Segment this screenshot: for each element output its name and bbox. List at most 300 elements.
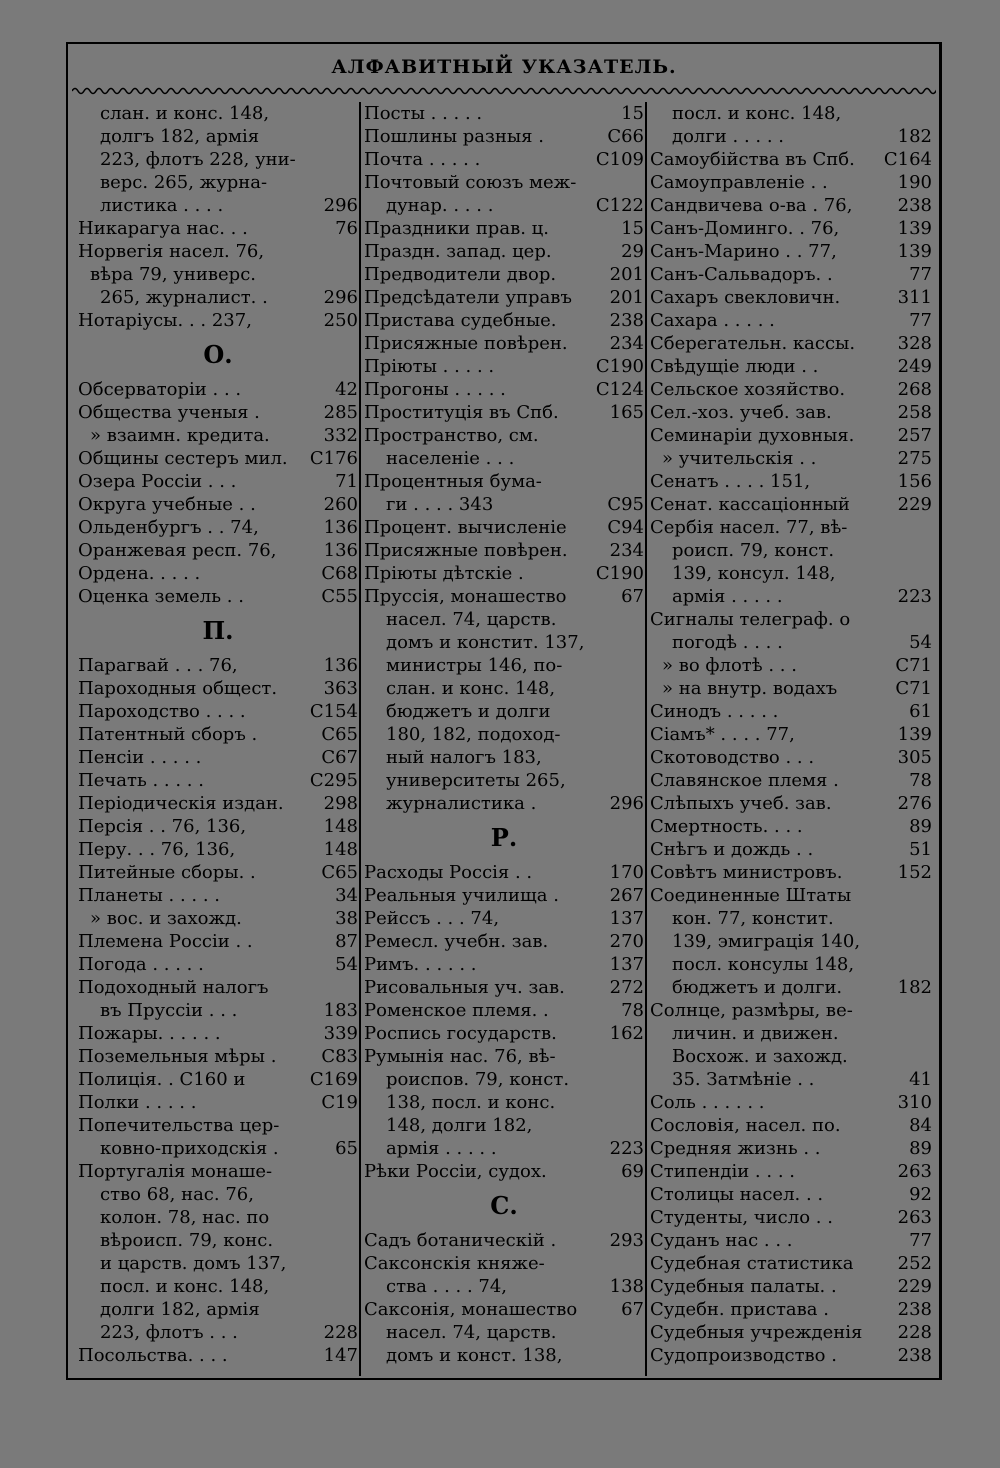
index-entry: [650, 1321, 932, 1344]
entry-page: 332: [323, 425, 358, 446]
entry-page: [928, 1022, 932, 1045]
entry-page: 296: [323, 195, 358, 216]
index-entry: [364, 1275, 644, 1298]
entry-text: Процентныя бума-: [364, 471, 542, 492]
index-entry: [78, 424, 358, 447]
entry-page: С164: [883, 149, 932, 170]
entry-text: » учительскія . .: [662, 448, 817, 469]
entry-page: 268: [897, 379, 932, 400]
index-entry: [650, 1298, 932, 1321]
index-entry: [364, 930, 644, 953]
index-entry: [78, 1022, 358, 1045]
index-entry: [650, 378, 932, 401]
index-entry: [78, 884, 358, 907]
entry-page: С19: [321, 1092, 358, 1113]
entry-page: 69: [621, 1161, 644, 1182]
index-entry: [78, 1183, 358, 1206]
index-entry: [78, 171, 358, 194]
entry-text: Ордена. . . . .: [78, 563, 201, 584]
entry-text: ный налогъ 183,: [386, 747, 542, 768]
entry-text: погодѣ . . . .: [672, 632, 783, 653]
index-entry: [78, 1275, 358, 1298]
entry-page: 229: [897, 1276, 932, 1297]
entry-text: 139, эмиграція 140,: [672, 931, 861, 952]
entry-text: Столицы насел. . .: [650, 1184, 824, 1205]
entry-page: С124: [595, 379, 644, 400]
index-entry: [78, 516, 358, 539]
index-entry: [650, 493, 932, 516]
entry-page: 272: [609, 977, 644, 998]
index-entry: [650, 746, 932, 769]
index-entry: [364, 493, 644, 516]
index-entry: [650, 470, 932, 493]
index-entry: [78, 309, 358, 332]
entry-page: 34: [335, 885, 358, 906]
entry-page: 234: [609, 333, 644, 354]
index-entry: [78, 286, 358, 309]
entry-text: Санъ-Марино . . 77,: [650, 241, 837, 262]
entry-page: [928, 608, 932, 631]
entry-page: 228: [897, 1322, 932, 1343]
entry-page: [354, 1252, 358, 1275]
entry-text: Попечительства цер-: [78, 1115, 280, 1136]
entry-page: [354, 263, 358, 286]
index-entry: [78, 1252, 358, 1275]
entry-page: 89: [909, 1138, 932, 1159]
entry-page: [640, 1114, 644, 1137]
entry-text: Питейные сборы. .: [78, 862, 256, 883]
entry-page: 223: [609, 1138, 644, 1159]
entry-text: Пенсіи . . . . .: [78, 747, 202, 768]
entry-text: верс. 265, журна-: [100, 172, 268, 193]
entry-page: [354, 1275, 358, 1298]
entry-page: С65: [321, 724, 358, 745]
entry-page: 67: [621, 586, 644, 607]
index-entry: [364, 608, 644, 631]
index-entry: [78, 1045, 358, 1068]
entry-page: С169: [309, 1069, 358, 1090]
index-entry: [650, 884, 932, 907]
index-entry: [364, 194, 644, 217]
index-entry: [364, 654, 644, 677]
entry-page: 77: [909, 1230, 932, 1251]
entry-page: [640, 631, 644, 654]
entry-text: посл. и конс. 148,: [672, 103, 842, 124]
index-entry: [78, 654, 358, 677]
index-entry: [650, 1137, 932, 1160]
entry-text: Солнце, размѣры, ве-: [650, 1000, 853, 1021]
entry-page: 137: [609, 908, 644, 929]
entry-text: Почтовый союзъ меж-: [364, 172, 577, 193]
entry-page: С67: [321, 747, 358, 768]
index-entry: [650, 930, 932, 953]
entry-text: Португалія монаше-: [78, 1161, 273, 1182]
entry-text: ковно-приходскія .: [100, 1138, 279, 1159]
entry-page: С71: [895, 678, 932, 699]
entry-text: Подоходный налогъ: [78, 977, 269, 998]
entry-text: и царств. домъ 137,: [100, 1253, 287, 1274]
entry-text: Соль . . . . . .: [650, 1092, 765, 1113]
entry-text: Посольства. . . .: [78, 1345, 228, 1366]
entry-page: С109: [595, 149, 644, 170]
entry-page: 263: [897, 1207, 932, 1228]
entry-text: Поземельныя мѣры .: [78, 1046, 277, 1067]
entry-page: 165: [609, 402, 644, 423]
entry-page: 15: [621, 218, 644, 239]
index-entry: [650, 608, 932, 631]
entry-text: 139, консул. 148,: [672, 563, 836, 584]
index-entry: [650, 1206, 932, 1229]
index-entry: [78, 769, 358, 792]
index-entry: [364, 125, 644, 148]
entry-text: Пожары. . . . . .: [78, 1023, 221, 1044]
index-entry: [364, 447, 644, 470]
entry-text: Прогоны . . . . .: [364, 379, 506, 400]
entry-page: 136: [323, 655, 358, 676]
entry-page: [928, 953, 932, 976]
index-entry: [650, 309, 932, 332]
entry-text: Сенатъ . . . . 151,: [650, 471, 811, 492]
index-entry: [364, 769, 644, 792]
entry-page: 228: [323, 1322, 358, 1343]
index-entry: [78, 102, 358, 125]
entry-page: 77: [909, 310, 932, 331]
index-entry: [650, 1344, 932, 1367]
entry-page: [928, 907, 932, 930]
index-entry: [364, 1045, 644, 1068]
entry-page: [640, 470, 644, 493]
index-entry: [78, 240, 358, 263]
entry-page: 61: [909, 701, 932, 722]
entry-page: 201: [609, 264, 644, 285]
entry-page: 136: [323, 517, 358, 538]
entry-page: 147: [323, 1345, 358, 1366]
index-entry: [364, 539, 644, 562]
index-entry: [364, 171, 644, 194]
entry-page: [640, 769, 644, 792]
section-letter: Р.: [490, 823, 518, 852]
entry-page: [928, 884, 932, 907]
entry-text: Озера Россіи . . .: [78, 471, 237, 492]
index-entry: [650, 539, 932, 562]
index-entry: [364, 1321, 644, 1344]
entry-page: [354, 1183, 358, 1206]
entry-page: [640, 1045, 644, 1068]
index-entry: [650, 976, 932, 999]
index-entry: [364, 102, 644, 125]
entry-page: 296: [323, 287, 358, 308]
entry-text: 35. Затмѣніе . .: [672, 1069, 815, 1090]
entry-text: 180, 182, подоход-: [386, 724, 561, 745]
index-entry: [78, 470, 358, 493]
entry-text: 265, журналист. .: [100, 287, 268, 308]
index-entry: [364, 217, 644, 240]
entry-page: С95: [607, 494, 644, 515]
index-entry: [78, 562, 358, 585]
entry-page: С66: [607, 126, 644, 147]
entry-text: Рейссъ . . . 74,: [364, 908, 500, 929]
index-entry: [650, 907, 932, 930]
index-entry: [364, 309, 644, 332]
index-entry: [78, 746, 358, 769]
entry-text: Почта . . . . .: [364, 149, 481, 170]
index-entry: [650, 700, 932, 723]
index-entry: [650, 1229, 932, 1252]
entry-text: Пошлины разныя .: [364, 126, 544, 147]
entry-text: Племена Россіи . .: [78, 931, 253, 952]
entry-text: Сандвичева о-ва . 76,: [650, 195, 853, 216]
page-header: АЛФАВИТНЫЙ УКАЗАТЕЛЬ.: [331, 56, 677, 78]
entry-text: вѣра 79, универс.: [90, 264, 257, 285]
entry-text: колон. 78, нас. по: [100, 1207, 270, 1228]
entry-page: 252: [897, 1253, 932, 1274]
entry-page: 76: [335, 218, 358, 239]
entry-page: 270: [609, 931, 644, 952]
index-entry: [78, 1298, 358, 1321]
index-entry: [650, 1045, 932, 1068]
entry-text: армія . . . . .: [672, 586, 783, 607]
index-entry: [650, 861, 932, 884]
entry-page: 65: [335, 1138, 358, 1159]
entry-text: Присяжные повѣрен.: [364, 540, 568, 561]
entry-page: 258: [897, 402, 932, 423]
entry-text: Римъ. . . . . .: [364, 954, 477, 975]
entry-page: 311: [897, 287, 932, 308]
entry-text: Посты . . . . .: [364, 103, 483, 124]
index-entry: [78, 723, 358, 746]
index-entry: [78, 1091, 358, 1114]
index-entry: [78, 792, 358, 815]
index-entry: [364, 976, 644, 999]
entry-page: 67: [621, 1299, 644, 1320]
entry-text: слан. и конс. 148,: [386, 678, 556, 699]
index-entry: [364, 953, 644, 976]
index-entry: [650, 631, 932, 654]
entry-page: 41: [909, 1069, 932, 1090]
entry-page: 84: [909, 1115, 932, 1136]
entry-page: 363: [323, 678, 358, 699]
index-entry: [364, 355, 644, 378]
entry-text: Снѣгъ и дождь . .: [650, 839, 814, 860]
entry-page: 257: [897, 425, 932, 446]
entry-text: Періодическія издан.: [78, 793, 284, 814]
section-letter: О.: [203, 340, 233, 369]
index-entry: [650, 838, 932, 861]
entry-page: С71: [895, 655, 932, 676]
entry-page: 310: [897, 1092, 932, 1113]
entry-page: [640, 171, 644, 194]
entry-text: Судебныя палаты. .: [650, 1276, 837, 1297]
index-entry: [650, 585, 932, 608]
entry-text: Ольденбургъ . . 74,: [78, 517, 259, 538]
entry-page: [928, 102, 932, 125]
entry-text: 223, флотъ 228, уни-: [100, 149, 296, 170]
entry-text: Судебныя учрежденія: [650, 1322, 863, 1343]
entry-page: 229: [897, 494, 932, 515]
entry-text: Стипендіи . . . .: [650, 1161, 795, 1182]
index-entry: [650, 1091, 932, 1114]
entry-text: Планеты . . . . .: [78, 885, 221, 906]
index-column-3: [650, 102, 932, 1367]
index-entry: [650, 401, 932, 424]
entry-page: 136: [323, 540, 358, 561]
entry-text: Печать . . . . .: [78, 770, 204, 791]
entry-text: Саксонскія княже-: [364, 1253, 545, 1274]
index-entry: [78, 1344, 358, 1367]
entry-text: министры 146, по-: [386, 655, 563, 676]
index-entry: [78, 677, 358, 700]
entry-text: Пароходство . . . .: [78, 701, 246, 722]
entry-page: 139: [897, 724, 932, 745]
entry-text: Перу. . . 76, 136,: [78, 839, 236, 860]
index-entry: [78, 907, 358, 930]
entry-text: Полиція. . С160 и: [78, 1069, 246, 1090]
entry-text: Сербія насел. 77, вѣ-: [650, 517, 848, 538]
entry-text: Семинаріи духовныя.: [650, 425, 855, 446]
entry-page: 29: [621, 241, 644, 262]
index-entry: [364, 907, 644, 930]
index-entry: [78, 861, 358, 884]
entry-page: [928, 516, 932, 539]
entry-page: 170: [609, 862, 644, 883]
entry-page: 305: [897, 747, 932, 768]
index-entry: [364, 378, 644, 401]
entry-text: » вос. и захожд.: [90, 908, 242, 929]
entry-text: Обсерваторіи . . .: [78, 379, 242, 400]
entry-text: Парагвай . . . 76,: [78, 655, 238, 676]
entry-text: Сахара . . . . .: [650, 310, 775, 331]
entry-page: 152: [897, 862, 932, 883]
entry-page: 263: [897, 1161, 932, 1182]
entry-text: Славянское племя .: [650, 770, 839, 791]
index-entry: [78, 815, 358, 838]
entry-page: 238: [897, 195, 932, 216]
entry-page: 87: [335, 931, 358, 952]
index-entry: [364, 1114, 644, 1137]
entry-page: 162: [609, 1023, 644, 1044]
entry-text: Студенты, число . .: [650, 1207, 833, 1228]
entry-text: 138, посл. и конс.: [386, 1092, 556, 1113]
entry-text: Санъ-Сальвадоръ. .: [650, 264, 833, 285]
entry-text: ги . . . . 343: [386, 494, 494, 515]
index-entry: [650, 355, 932, 378]
entry-text: Судебн. пристава .: [650, 1299, 829, 1320]
entry-text: » во флотѣ . . .: [662, 655, 797, 676]
entry-text: Самоубійства въ Спб.: [650, 149, 855, 170]
entry-page: [928, 539, 932, 562]
index-entry: [364, 516, 644, 539]
entry-text: Сахаръ свекловичн.: [650, 287, 841, 308]
index-entry: [650, 102, 932, 125]
index-entry: [78, 1206, 358, 1229]
index-entry: [364, 424, 644, 447]
entry-page: 285: [323, 402, 358, 423]
entry-text: домъ и констит. 137,: [386, 632, 585, 653]
entry-text: Полки . . . . .: [78, 1092, 197, 1113]
entry-text: бюджетъ и долги: [386, 701, 551, 722]
entry-text: Присяжные повѣрен.: [364, 333, 568, 354]
entry-page: 139: [897, 241, 932, 262]
entry-text: Пространство, см.: [364, 425, 539, 446]
entry-page: 183: [323, 1000, 358, 1021]
entry-page: [354, 1160, 358, 1183]
entry-page: 276: [897, 793, 932, 814]
index-entry: [364, 332, 644, 355]
entry-text: » на внутр. водахъ: [662, 678, 838, 699]
entry-page: 148: [323, 839, 358, 860]
entry-text: журналистика .: [386, 793, 537, 814]
index-entry: [364, 585, 644, 608]
index-entry: [364, 723, 644, 746]
entry-page: [640, 746, 644, 769]
entry-text: посл. консулы 148,: [672, 954, 855, 975]
entry-page: [354, 125, 358, 148]
index-entry: [650, 171, 932, 194]
entry-page: 234: [609, 540, 644, 561]
entry-text: Слѣпыхъ учеб. зав.: [650, 793, 832, 814]
entry-text: Санъ-Доминго. . 76,: [650, 218, 840, 239]
index-entry: [650, 999, 932, 1022]
entry-page: С176: [309, 448, 358, 469]
entry-text: долги . . . . .: [672, 126, 784, 147]
entry-text: листика . . . .: [100, 195, 224, 216]
entry-page: 54: [335, 954, 358, 975]
entry-text: Пріюты дѣтскіе .: [364, 563, 524, 584]
index-entry: [364, 1091, 644, 1114]
index-entry: [78, 1137, 358, 1160]
entry-page: [640, 424, 644, 447]
entry-text: Рисовальныя уч. зав.: [364, 977, 565, 998]
entry-text: Рѣки Россіи, судох.: [364, 1161, 547, 1182]
entry-page: [640, 608, 644, 631]
entry-text: посл. и конс. 148,: [100, 1276, 270, 1297]
section-letter: П.: [202, 616, 234, 645]
index-entry: [78, 378, 358, 401]
entry-text: Никарагуа нас. . .: [78, 218, 248, 239]
entry-text: Праздники прав. ц.: [364, 218, 549, 239]
entry-text: Суданъ нас . . .: [650, 1230, 793, 1251]
entry-text: Самоуправленіе . .: [650, 172, 828, 193]
entry-text: Саксонія, монашество: [364, 1299, 578, 1320]
entry-text: Реальныя училища .: [364, 885, 559, 906]
index-entry: [364, 631, 644, 654]
index-entry: [78, 1229, 358, 1252]
entry-page: [640, 700, 644, 723]
entry-text: роиспов. 79, конст.: [386, 1069, 570, 1090]
index-entry: [364, 470, 644, 493]
index-entry: [650, 240, 932, 263]
entry-text: въ Пруссіи . . .: [100, 1000, 238, 1021]
index-entry: [364, 1160, 644, 1183]
index-entry: [364, 792, 644, 815]
entry-page: С94: [607, 517, 644, 538]
entry-page: 260: [323, 494, 358, 515]
index-entry: [78, 447, 358, 470]
entry-page: 250: [323, 310, 358, 331]
entry-page: 139: [897, 218, 932, 239]
entry-page: [640, 677, 644, 700]
index-entry: [364, 401, 644, 424]
entry-text: Праздн. запад. цер.: [364, 241, 552, 262]
index-entry: [650, 1275, 932, 1298]
entry-text: слан. и конс. 148,: [100, 103, 270, 124]
entry-text: Свѣдущіе люди . .: [650, 356, 819, 377]
index-entry: [364, 562, 644, 585]
entry-text: 223, флотъ . . .: [100, 1322, 238, 1343]
entry-page: С190: [595, 563, 644, 584]
entry-text: Пріюты . . . . .: [364, 356, 495, 377]
entry-page: 249: [897, 356, 932, 377]
